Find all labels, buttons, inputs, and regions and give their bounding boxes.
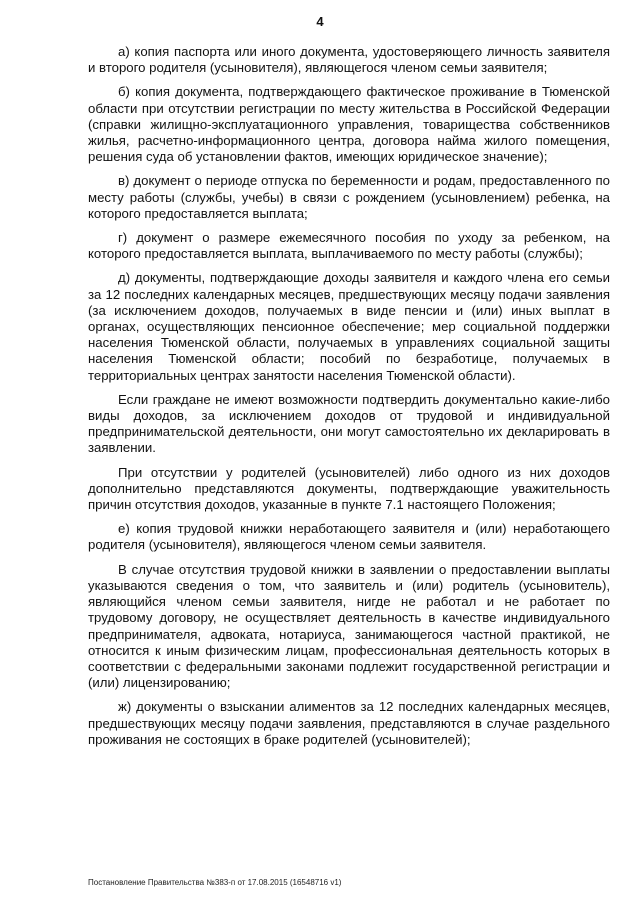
paragraph-e: е) копия трудовой книжки неработающего заявителя и (или) неработающего родителя (усыновителя), являющегося членом семьи заявителя. <box>88 521 610 553</box>
paragraph-declaration: Если граждане не имеют возможности подтвердить документально какие-либо виды доходов, за исключением доходов от трудовой и индивидуальной предпринимательской деятельности, они могут самостоятельно их декларировать в заявлении. <box>88 391 610 456</box>
paragraph-g: г) документ о размере ежемесячного пособия по уходу за ребенком, на которого предоставляется выплата, выплачиваемого по месту работы (службы); <box>88 230 610 262</box>
paragraph-no-income: При отсутствии у родителей (усыновителей) либо одного из них доходов дополнительно представляются документы, подтверждающие уважительность причин отсутствия доходов, указанные в пункте 7.1 настоящего Положения; <box>88 464 610 513</box>
paragraph-no-workbook: В случае отсутствия трудовой книжки в заявлении о предоставлении выплаты указываются сведения о том, что заявитель и (или) родитель (усыновитель), являющийся членом семьи заявителя, нигде не работал и не работает по трудовому договору, не осуществляет деятельность в качестве индивидуального предпринимателя, адвоката, нотариуса, занимающегося частной практикой, не относится к иным физическим лицам, профессиональная деятельность которых в соответствии с федеральными законами подлежит государственной регистрации и (или) лицензированию; <box>88 561 610 691</box>
paragraph-a: а) копия паспорта или иного документа, удостоверяющего личность заявителя и второго родителя (усыновителя), являющегося членом семьи заявителя; <box>88 44 610 76</box>
paragraph-v: в) документ о периоде отпуска по беременности и родам, предоставленного по месту работы (службы, учебы) в связи с рождением (усыновлением) ребенка, на которого предоставляется выплата; <box>88 173 610 221</box>
paragraph-zh: ж) документы о взыскании алиментов за 12 последних календарных месяцев, предшествующих месяцу подачи заявления, представляются в случае раздельного проживания не состоящих в браке родителей (усыновителей); <box>88 699 610 747</box>
page-number: 4 <box>316 14 324 29</box>
document-footer: Постановление Правительства №383-п от 17.08.2015 (16548716 v1) <box>88 878 342 887</box>
paragraph-d: д) документы, подтверждающие доходы заявителя и каждого члена его семьи за 12 последних календарных месяцев, предшествующих месяцу подачи заявления (за исключением доходов, получаемых в виде пенсии и (или) иных выплат в органах, осуществляющих пенсионное обеспечение; мер социальной поддержки населения Тюменской области, получаемых в управлениях социальной защиты населения Тюменской области; пособий по безработице, получаемых в территориальных центрах занятости населения Тюменской области). <box>88 270 610 383</box>
paragraph-b: б) копия документа, подтверждающего фактическое проживание в Тюменской области при отсутствии регистрации по месту жительства в Российской Федерации (справки жилищно-эксплуатационного управления, товарищества собственников жилья, расчетно-информационного центра, договора найма жилого помещения, решения суда об установлении фактов, имеющих юридическое значение); <box>88 84 610 165</box>
document-body <box>88 44 610 756</box>
